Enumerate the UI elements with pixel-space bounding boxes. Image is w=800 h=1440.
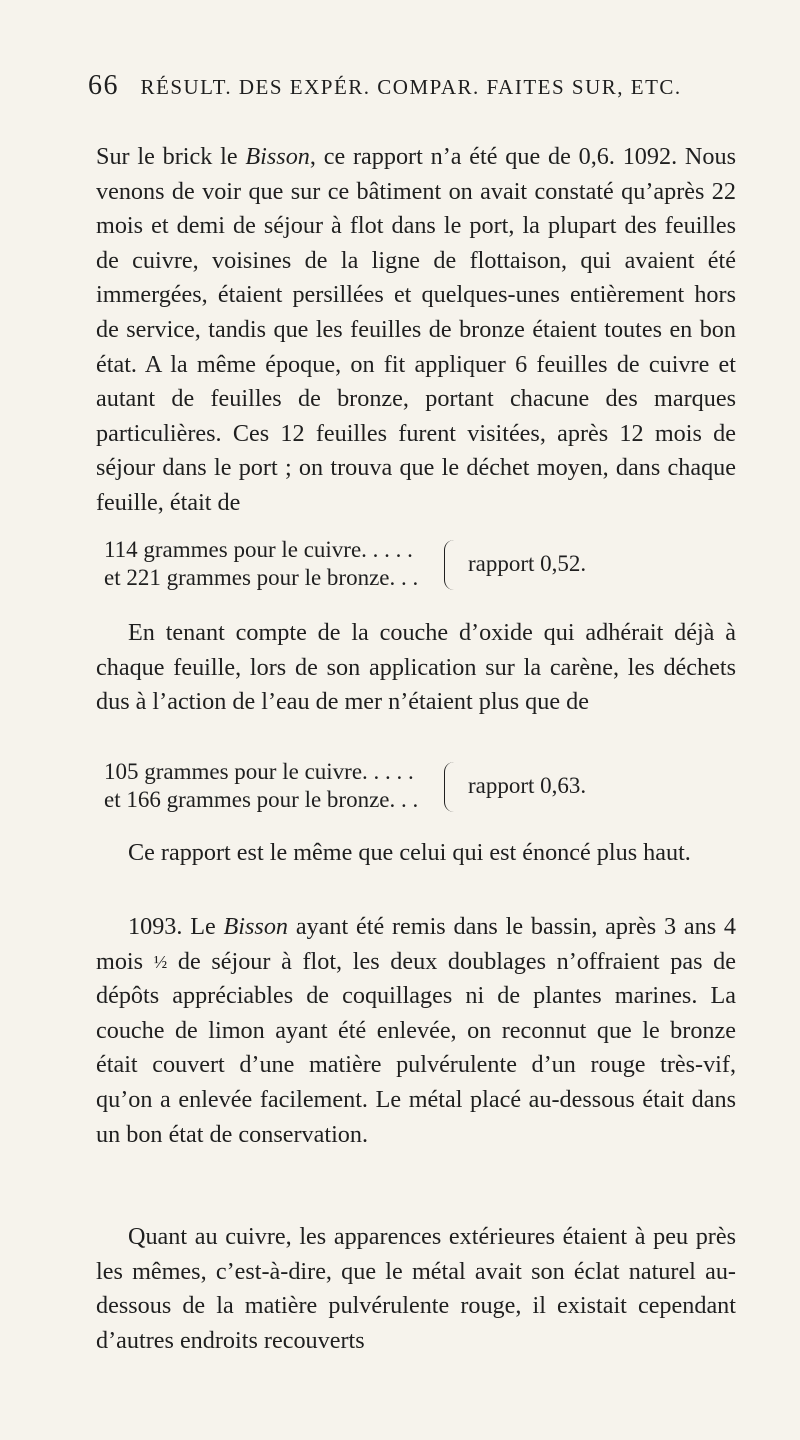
paragraph-1 xyxy=(96,140,736,521)
page-header xyxy=(88,70,728,110)
ratio-1-bronze: et 221 grammes pour le bronze. . . xyxy=(104,565,419,590)
ratio-1-result: rapport 0,52. xyxy=(468,551,587,576)
paragraph-4 xyxy=(96,910,736,1152)
ratio-1-copper: 114 grammes pour le cuivre. . . . . xyxy=(104,537,413,562)
paragraph-5 xyxy=(96,1220,736,1358)
paragraph-4-end: de séjour à flot, les deux doublages n’offraient pas de dépôts appréciables de coquillages ni de plantes marines. La couche de limon ayant été enlevée, on reconnut que le bronze était couvert d’une matière pulvérulente d’un rouge très-vif, qu’on a enlevée facilement. Le métal placé au-dessous était dans un bon état de conservation. xyxy=(96,947,736,1148)
ship-name-2: Bisson xyxy=(223,913,289,940)
brace-1 xyxy=(444,540,461,590)
ratio-2-result: rapport 0,63. xyxy=(468,773,587,798)
paragraph-3 xyxy=(96,836,736,871)
ratio-block-1 xyxy=(104,536,724,606)
ratio-2-lines xyxy=(104,758,439,814)
paragraph-5-text: Quant au cuivre, les apparences extérieures étaient à peu près les mêmes, c’est-à-dire, que le métal avait son éclat naturel au-dessous de la matière pulvérulente rouge, il existait cependant d’autres endroits recouverts xyxy=(96,1223,736,1354)
ratio-2-bronze: et 166 grammes pour le bronze. . . xyxy=(104,787,419,812)
paragraph-1-start: Sur le brick le xyxy=(96,143,246,170)
paragraph-4-start: 1093. Le xyxy=(128,913,224,940)
paragraph-1-body: 1092. Nous venons de voir que sur ce bâtiment on avait constaté qu’après 22 mois et demi de séjour à flot dans le port, la plupart des feuilles de cuivre, voisines de la ligne de flottaison, qui avaient été immergées, étaient persillées et quelques-unes entièrement hors de service, tandis que les feuilles de bronze étaient toutes en bon état. A la même époque, on fit appliquer 6 feuilles de cuivre et autant de feuilles de bronze, portant chacune des marques particulières. Ces 12 feuilles furent visitées, après 12 mois de séjour dans le port ; on trouva que le déchet moyen, dans chaque feuille, était de xyxy=(96,143,736,516)
page-number: 66 xyxy=(88,70,119,101)
running-head: RÉSULT. DES EXPÉR. COMPAR. FAITES SUR, ETC. xyxy=(140,75,682,99)
fraction: ½ xyxy=(153,951,168,972)
ratio-2-copper: 105 grammes pour le cuivre. . . . . xyxy=(104,759,414,784)
paragraph-1-end-of-first-line: , ce rapport n’a été que de 0,6. xyxy=(309,143,615,170)
paragraph-2 xyxy=(96,616,736,720)
paragraph-3-text: Ce rapport est le même que celui qui est énoncé plus haut. xyxy=(128,839,691,866)
ratio-block-2 xyxy=(104,758,724,828)
brace-2 xyxy=(444,762,461,812)
ratio-1-lines xyxy=(104,536,439,592)
paragraph-2-text: En tenant compte de la couche d’oxide qui adhérait déjà à chaque feuille, lors de son application sur la carène, les déchets dus à l’action de l’eau de mer n’étaient plus que de xyxy=(96,619,736,716)
paragraph-4-middle: ayant été remis dans le bassin, après 3 ans 4 mois xyxy=(96,913,736,975)
ship-name: Bisson xyxy=(245,143,310,170)
